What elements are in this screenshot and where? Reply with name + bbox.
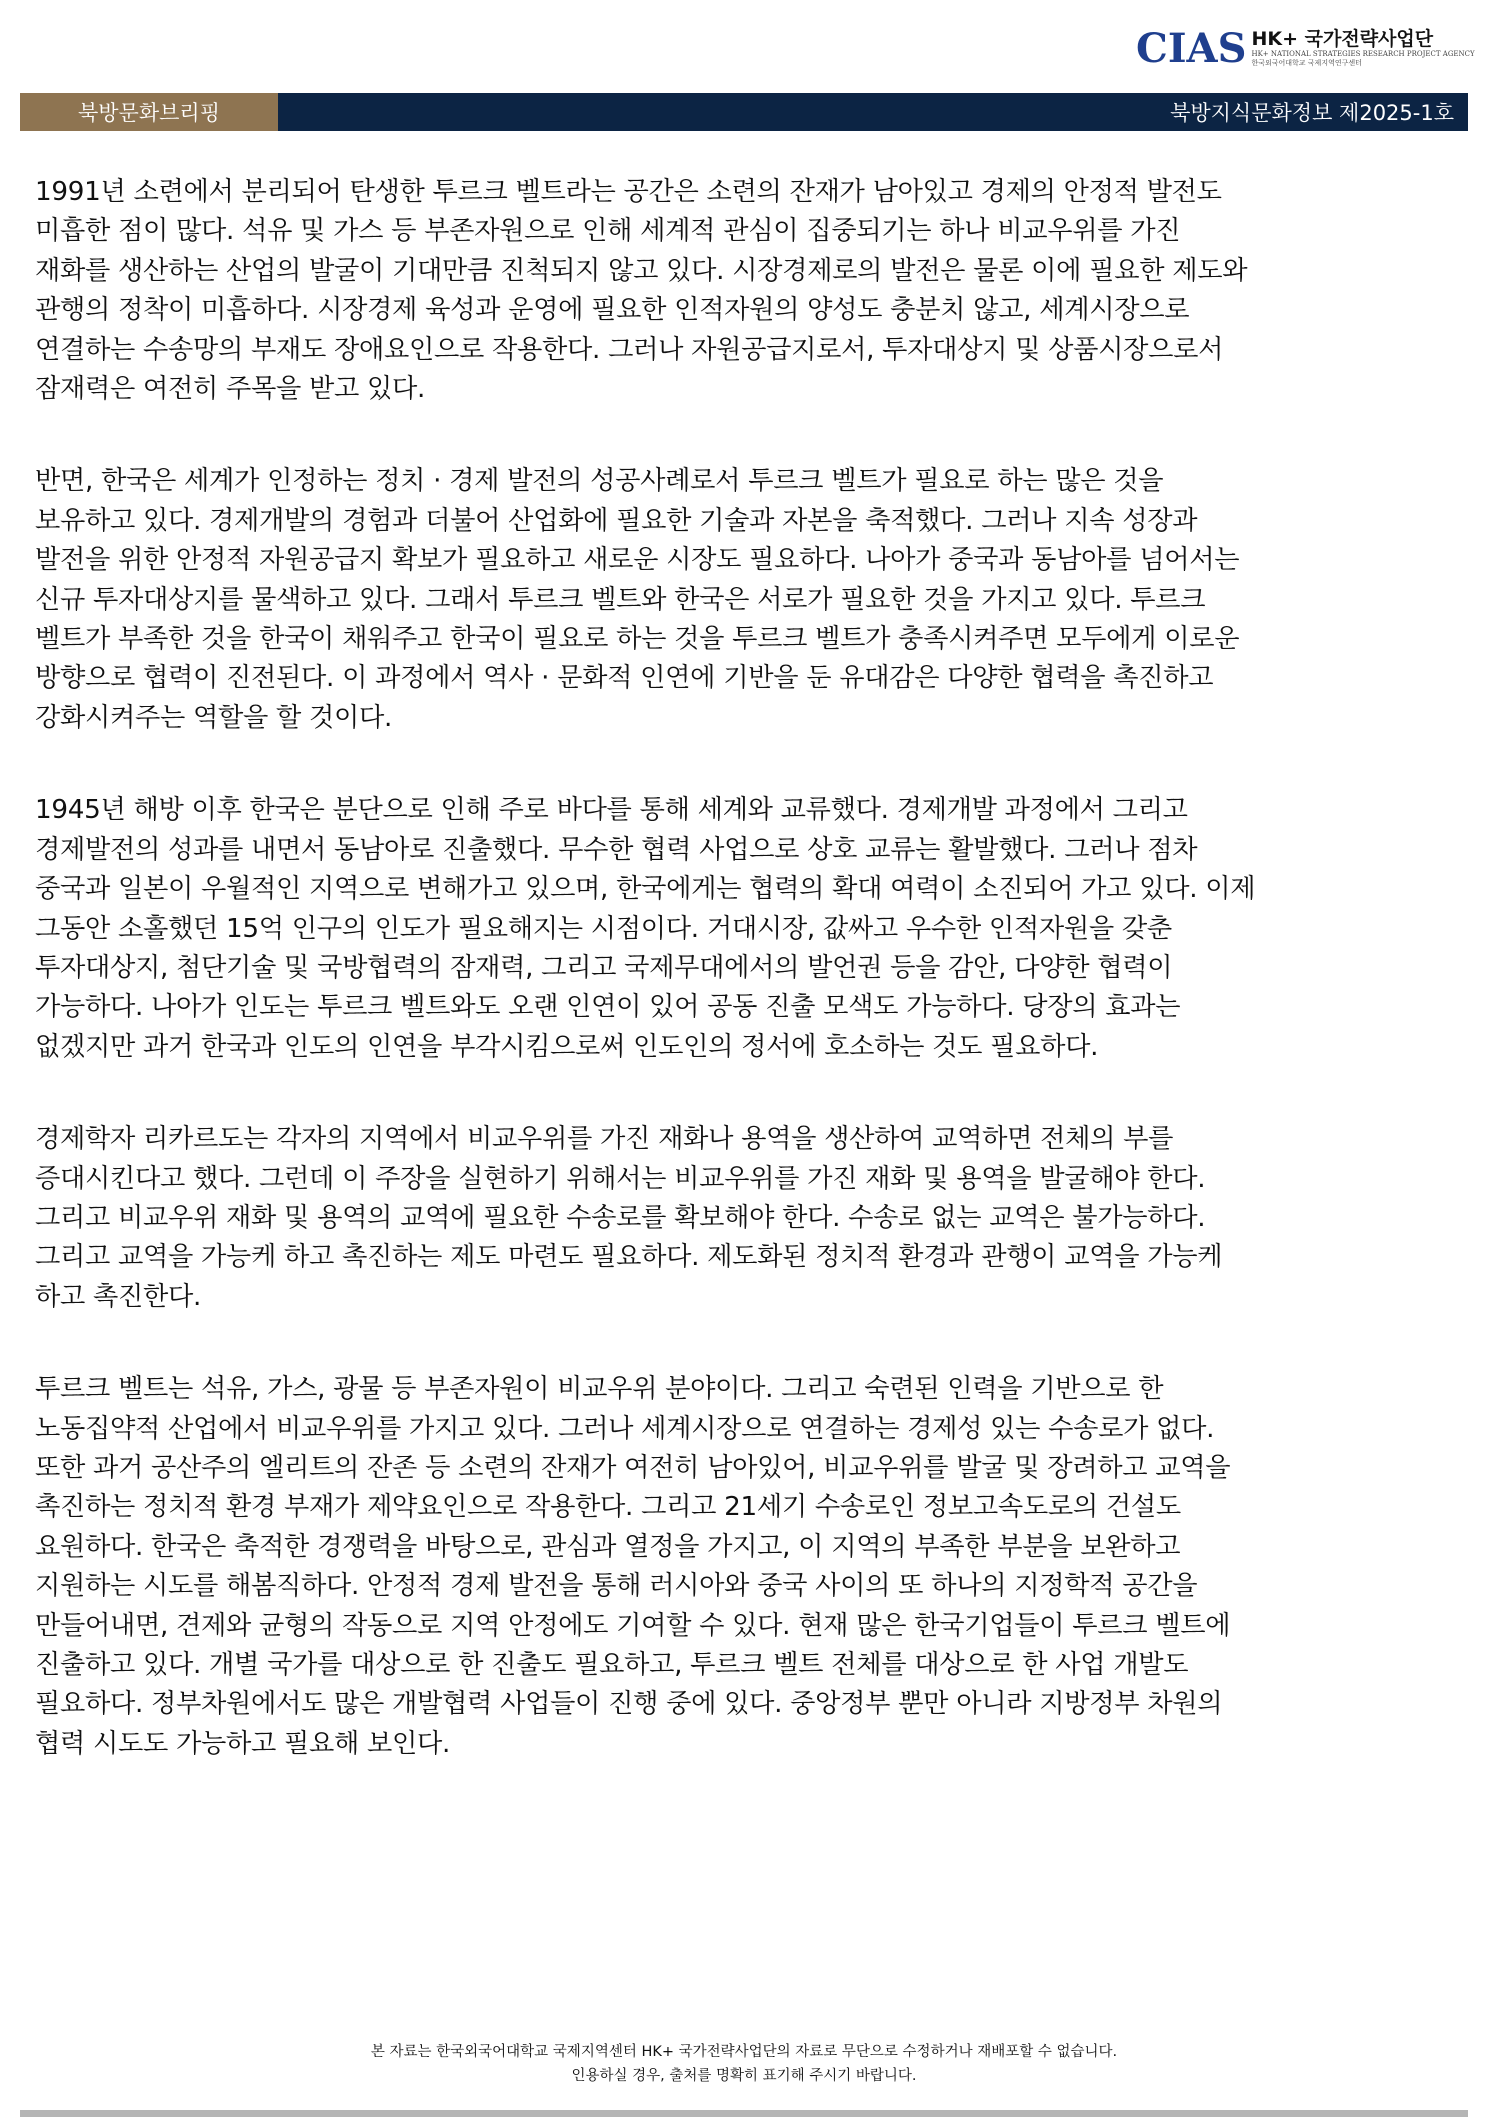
org-logo [1133,22,1473,74]
logo-org-name: HK+ 국가전략사업단 [1251,28,1434,50]
paragraph: 투르크 벨트는 석유, 가스, 광물 등 부존자원이 비교우위 분야이다. 그리고 숙련된 인력을 기반으로 한 노동집약적 산업에서 비교우위를 가지고 있다. 그러나 세계시장으로 연결하는 경제성 있는 수송로가 없다. 또한 과거 공산주의 엘리트의 잔존 등 소련의 잔재가 여전히 남아있어, 비교우위를 발굴 및 장려하고 교역을 촉진하는 정치적 환경 부재가 제약요인으로 작용한다. 그리고 21세기 수송로인 정보고속도로의 건설도 요원하다. 한국은 축적한 경쟁력을 바탕으로, 관심과 열정을 가지고, 이 지역의 부족한 부분을 보완하고 지원하는 시도를 해봄직하다. 안정적 경제 발전을 통해 러시아와 중국 사이의 또 하나의 지정학적 공간을 만들어내면, 견제와 균형의 작동으로 지역 안정에도 기여할 수 있다. 현재 많은 한국기업들이 투르크 벨트에 진출하고 있다. 개별 국가를 대상으로 한 진출도 필요하고, 투르크 벨트 전체를 대상으로 한 사업 개발도 필요하다. 정부차원에서도 많은 개발협력 사업들이 진행 중에 있다. 중앙정부 뿐만 아니라 지방정부 차원의 협력 시도도 가능하고 필요해 보인다. [35,1374,1231,1759]
paragraph: 1991년 소련에서 분리되어 탄생한 투르크 벨트라는 공간은 소련의 잔재가 남아있고 경제의 안정적 발전도 미흡한 점이 많다. 석유 및 가스 등 부존자원으로 인해 세계적 관심이 집중되기는 하나 비교우위를 가진 재화를 생산하는 산업의 발굴이 기대만큼 진척되지 않고 있다. 시장경제로의 발전은 물론 이에 필요한 제도와 관행의 정착이 미흡하다. 시장경제 육성과 운영에 필요한 인적자원의 양성도 충분치 않고, 세계시장으로 연결하는 수송망의 부재도 장애요인으로 작용한다. 그러나 자원공급지로서, 투자대상지 및 상품시장으로서 잠재력은 여전히 주목을 받고 있다. [35,177,1248,405]
footer-notice [0,2040,1488,2088]
bottom-divider [20,2110,1468,2117]
section-label: 북방문화브리핑 [20,93,278,131]
paragraph: 반면, 한국은 세계가 인정하는 정치 · 경제 발전의 성공사례로서 투르크 벨트가 필요로 하는 많은 것을 보유하고 있다. 경제개발의 경험과 더불어 산업화에 필요한 기술과 자본을 축적했다. 그러나 지속 성장과 발전을 위한 안정적 자원공급지 확보가 필요하고 새로운 시장도 필요하다. 나아가 중국과 동남아를 넘어서는 신규 투자대상지를 물색하고 있다. 그래서 투르크 벨트와 한국은 서로가 필요한 것을 가지고 있다. 투르크 벨트가 부족한 것을 한국이 채워주고 한국이 필요로 하는 것을 투르크 벨트가 충족시켜주면 모두에게 이로운 방향으로 협력이 진전된다. 이 과정에서 역사 · 문화적 인연에 기반을 둔 유대감은 다양한 협력을 촉진하고 강화시켜주는 역할을 할 것이다. [35,466,1240,733]
logo-cias-text: CIAS [1136,24,1247,72]
logo-org-subtitle-en: HK+ NATIONAL STRATEGIES RESEARCH PROJECT AGENCY [1251,50,1475,58]
footer-line-2: 인용하실 경우, 출처를 명확히 표기해 주시기 바랍니다. [571,2068,917,2084]
issue-label: 북방지식문화정보 제2025-1호 [278,93,1468,131]
footer-line-1: 본 자료는 한국외국어대학교 국제지역센터 HK+ 국가전략사업단의 자료로 무단으로 수정하거나 재배포할 수 없습니다. [370,2044,1118,2060]
paragraph: 경제학자 리카르도는 각자의 지역에서 비교우위를 가진 재화나 용역을 생산하여 교역하면 전체의 부를 증대시킨다고 했다. 그런데 이 주장을 실현하기 위해서는 비교우위를 가진 재화 및 용역을 발굴해야 한다. 그리고 비교우위 재화 및 용역의 교역에 필요한 수송로를 확보해야 한다. 수송로 없는 교역은 불가능하다. 그리고 교역을 가능케 하고 촉진하는 제도 마련도 필요하다. 제도화된 정치적 환경과 관행이 교역을 가능케 하고 촉진한다. [35,1124,1223,1312]
logo-org-subtitle-ko: 한국외국어대학교 국제지역연구센터 [1251,59,1362,67]
paragraph: 1945년 해방 이후 한국은 분단으로 인해 주로 바다를 통해 세계와 교류했다. 경제개발 과정에서 그리고 경제발전의 성과를 내면서 동남아로 진출했다. 무수한 협력 사업으로 상호 교류는 활발했다. 그러나 점차 중국과 일본이 우월적인 지역으로 변해가고 있으며, 한국에게는 협력의 확대 여력이 소진되어 가고 있다. 이제 그동안 소홀했던 15억 인구의 인도가 필요해지는 시점이다. 거대시장, 값싸고 우수한 인적자원을 갖춘 투자대상지, 첨단기술 및 국방협력의 잠재력, 그리고 국제무대에서의 발언권 등을 감안, 다양한 협력이 가능하다. 나아가 인도는 투르크 벨트와도 오랜 인연이 있어 공동 진출 모색도 가능하다. 당장의 효과는 없겠지만 과거 한국과 인도의 인연을 부각시킴으로써 인도인의 정서에 호소하는 것도 필요하다. [35,795,1256,1062]
header-bar [20,93,1468,131]
document-body [35,173,1455,1817]
